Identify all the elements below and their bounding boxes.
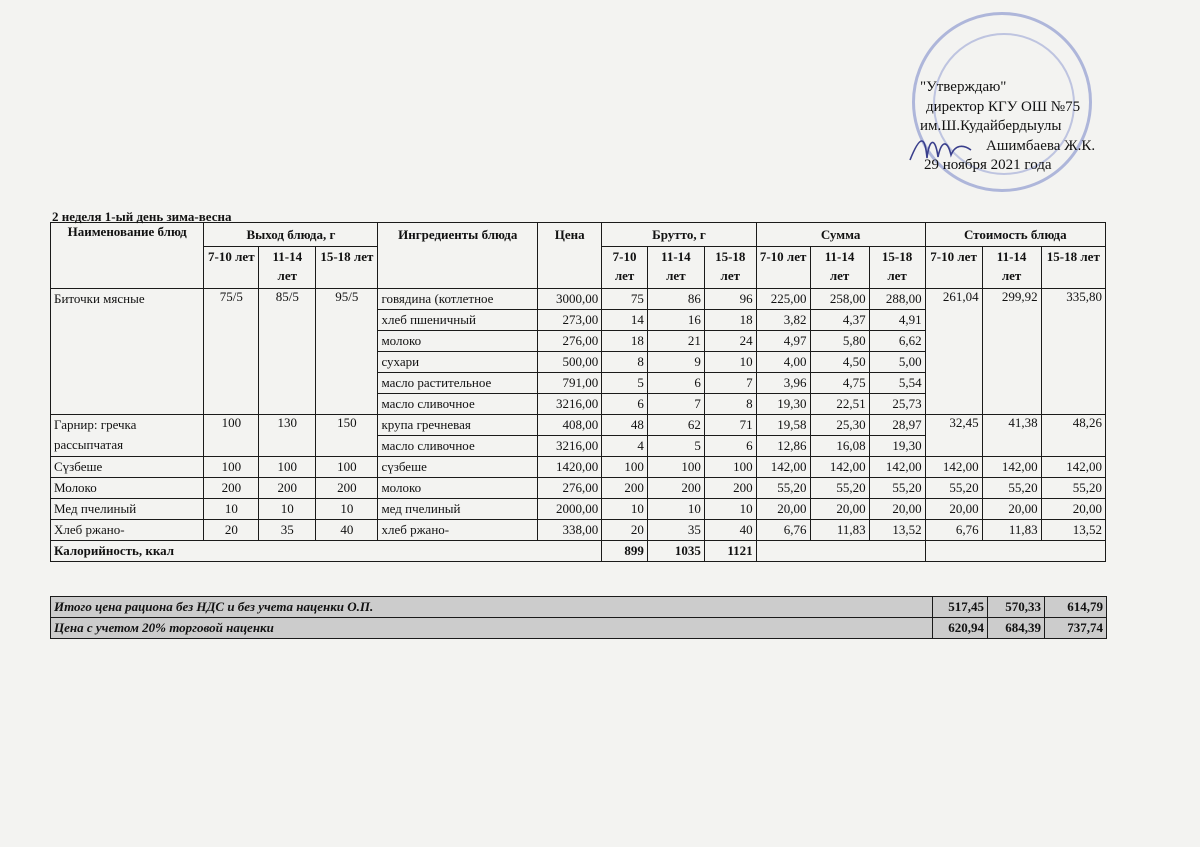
approval-school-name: им.Ш.Кудайбердыулы [920, 118, 1062, 134]
totals-value: 684,39 [988, 618, 1045, 639]
table-cell: 6,76 [756, 520, 810, 541]
table-cell: 6 [602, 394, 648, 415]
table-cell: 338,00 [538, 520, 602, 541]
calories-value: 1035 [647, 541, 704, 562]
table-cell: 40 [316, 520, 378, 541]
table-cell: 100 [204, 457, 259, 478]
table-cell: 40 [704, 520, 756, 541]
table-cell: 48,26 [1041, 415, 1105, 457]
table-cell: 55,20 [925, 478, 982, 499]
header-ingredients: Ингредиенты блюда [378, 223, 538, 289]
table-cell: Молоко [51, 478, 204, 499]
header-age-sum-0: 7-10 лет [756, 247, 810, 289]
table-cell: 35 [647, 520, 704, 541]
table-cell: 4,50 [810, 352, 869, 373]
table-row [51, 478, 1106, 499]
table-cell: 100 [259, 457, 316, 478]
table-cell: молоко [378, 478, 538, 499]
table-cell: 10 [259, 499, 316, 520]
table-cell: масло сливочное [378, 436, 538, 457]
table-cell: 13,52 [869, 520, 925, 541]
header-age-output-2: 15-18 лет [316, 247, 378, 289]
table-cell: 335,80 [1041, 289, 1105, 415]
table-cell: 19,30 [869, 436, 925, 457]
table-cell: 6 [647, 373, 704, 394]
table-cell: 142,00 [756, 457, 810, 478]
table-cell: 86 [647, 289, 704, 310]
table-cell: 142,00 [810, 457, 869, 478]
table-cell: 3,96 [756, 373, 810, 394]
totals-value: 620,94 [933, 618, 988, 639]
table-cell: 41,38 [982, 415, 1041, 457]
totals-value: 570,33 [988, 597, 1045, 618]
table-cell: 5 [602, 373, 648, 394]
header-age-brutto-0: 7-10 лет [602, 247, 648, 289]
table-cell: 85/5 [259, 289, 316, 415]
table-cell: 500,00 [538, 352, 602, 373]
totals-row [51, 618, 1107, 639]
table-cell: 288,00 [869, 289, 925, 310]
approval-title: "Утверждаю" [920, 79, 1007, 95]
table-cell: 3000,00 [538, 289, 602, 310]
table-cell: 9 [647, 352, 704, 373]
table-cell: 16,08 [810, 436, 869, 457]
table-cell: 5,00 [869, 352, 925, 373]
table-cell: 100 [647, 457, 704, 478]
table-cell: молоко [378, 331, 538, 352]
header-sum: Сумма [756, 223, 925, 247]
table-cell: 8 [704, 394, 756, 415]
table-row [51, 415, 1106, 436]
table-cell: 20,00 [925, 499, 982, 520]
table-row [51, 499, 1106, 520]
table-cell: 11,83 [982, 520, 1041, 541]
table-row [51, 457, 1106, 478]
table-cell: 10 [602, 499, 648, 520]
table-cell: 48 [602, 415, 648, 436]
calories-value: 899 [602, 541, 648, 562]
approval-position: директор КГУ ОШ №75 [926, 98, 1081, 115]
table-cell: масло растительное [378, 373, 538, 394]
header-age-cost-2: 15-18 лет [1041, 247, 1105, 289]
calories-value: 1121 [704, 541, 756, 562]
table-cell: 4,00 [756, 352, 810, 373]
totals-value: 737,74 [1045, 618, 1107, 639]
table-cell: 6 [704, 436, 756, 457]
table-cell: 55,20 [1041, 478, 1105, 499]
table-cell: 95/5 [316, 289, 378, 415]
table-cell: 4,37 [810, 310, 869, 331]
table-cell: 32,45 [925, 415, 982, 457]
table-cell: 130 [259, 415, 316, 457]
table-cell: Биточки мясные [51, 289, 204, 415]
calories-label: Калорийность, ккал [51, 541, 602, 562]
table-cell: 35 [259, 520, 316, 541]
totals-label: Итого цена рациона без НДС и без учета наценки О.П. [51, 597, 933, 618]
table-cell: 18 [602, 331, 648, 352]
table-cell: 100 [204, 415, 259, 457]
totals-label: Цена с учетом 20% торговой наценки [51, 618, 933, 639]
menu-table [50, 222, 1106, 562]
table-cell: 71 [704, 415, 756, 436]
table-cell: 10 [204, 499, 259, 520]
table-cell: 200 [647, 478, 704, 499]
table-cell: 13,52 [1041, 520, 1105, 541]
table-cell: Хлеб ржано- [51, 520, 204, 541]
table-row [51, 520, 1106, 541]
table-cell: 20,00 [810, 499, 869, 520]
header-age-cost-1: 11-14 лет [982, 247, 1041, 289]
table-cell: 100 [602, 457, 648, 478]
table-cell: 7 [704, 373, 756, 394]
table-cell: 200 [259, 478, 316, 499]
header-age-brutto-1: 11-14 лет [647, 247, 704, 289]
table-cell: 20 [204, 520, 259, 541]
table-cell: 24 [704, 331, 756, 352]
table-cell: 16 [647, 310, 704, 331]
table-cell: 142,00 [1041, 457, 1105, 478]
table-cell: 276,00 [538, 478, 602, 499]
table-cell: мед пчелиный [378, 499, 538, 520]
table-cell: 7 [647, 394, 704, 415]
table-row [51, 289, 1106, 310]
table-cell: 3216,00 [538, 394, 602, 415]
table-cell: 55,20 [756, 478, 810, 499]
totals-value: 614,79 [1045, 597, 1107, 618]
table-cell: 19,58 [756, 415, 810, 436]
table-cell: 96 [704, 289, 756, 310]
table-cell: 276,00 [538, 331, 602, 352]
header-dish-name: Наименование блюд [51, 223, 204, 289]
table-cell: 2000,00 [538, 499, 602, 520]
table-cell: 791,00 [538, 373, 602, 394]
table-cell: 18 [704, 310, 756, 331]
table-cell: 200 [204, 478, 259, 499]
table-cell: 11,83 [810, 520, 869, 541]
approval-signer: Ашимбаева Ж.К. [986, 137, 1096, 154]
table-cell: 10 [704, 352, 756, 373]
table-cell: хлеб ржано- [378, 520, 538, 541]
table-cell: 5,54 [869, 373, 925, 394]
table-cell: 261,04 [925, 289, 982, 415]
approval-date: 29 ноября 2021 года [924, 157, 1052, 173]
table-cell: 5 [647, 436, 704, 457]
table-cell: 1420,00 [538, 457, 602, 478]
table-cell: 20 [602, 520, 648, 541]
table-cell: Мед пчелиный [51, 499, 204, 520]
table-cell: 100 [316, 457, 378, 478]
table-cell: 19,30 [756, 394, 810, 415]
header-age-cost-0: 7-10 лет [925, 247, 982, 289]
table-cell: 258,00 [810, 289, 869, 310]
table-cell: говядина (котлетное [378, 289, 538, 310]
table-cell: 6,76 [925, 520, 982, 541]
table-cell: 4,97 [756, 331, 810, 352]
table-cell: масло сливочное [378, 394, 538, 415]
header-output: Выход блюда, г [204, 223, 378, 247]
table-cell: 6,62 [869, 331, 925, 352]
table-cell: Гарнир: гречка рассыпчатая [51, 415, 204, 457]
header-age-output-0: 7-10 лет [204, 247, 259, 289]
table-cell: 20,00 [756, 499, 810, 520]
table-cell: 55,20 [869, 478, 925, 499]
table-cell: 10 [647, 499, 704, 520]
table-cell: 21 [647, 331, 704, 352]
table-cell: 55,20 [810, 478, 869, 499]
table-cell: 10 [704, 499, 756, 520]
table-cell: 10 [316, 499, 378, 520]
table-cell: 100 [704, 457, 756, 478]
header-age-sum-1: 11-14 лет [810, 247, 869, 289]
header-age-output-1: 11-14 лет [259, 247, 316, 289]
totals-table [50, 596, 1107, 639]
table-cell: 20,00 [1041, 499, 1105, 520]
table-cell: 200 [602, 478, 648, 499]
approval-block [920, 78, 1170, 176]
header-brutto: Брутто, г [602, 223, 756, 247]
table-cell: 4,75 [810, 373, 869, 394]
table-cell: 28,97 [869, 415, 925, 436]
table-cell: 14 [602, 310, 648, 331]
calories-row [51, 541, 1106, 562]
header-cost: Стоимость блюда [925, 223, 1105, 247]
table-cell: 20,00 [982, 499, 1041, 520]
table-cell: Сүзбеше [51, 457, 204, 478]
table-cell: 25,30 [810, 415, 869, 436]
table-cell: 5,80 [810, 331, 869, 352]
totals-value: 517,45 [933, 597, 988, 618]
table-cell: 55,20 [982, 478, 1041, 499]
table-cell: крупа гречневая [378, 415, 538, 436]
table-cell: 3,82 [756, 310, 810, 331]
table-cell: 299,92 [982, 289, 1041, 415]
table-cell: 22,51 [810, 394, 869, 415]
table-cell: 142,00 [925, 457, 982, 478]
table-cell: 20,00 [869, 499, 925, 520]
totals-row [51, 597, 1107, 618]
table-cell: хлеб пшеничный [378, 310, 538, 331]
table-cell: сухари [378, 352, 538, 373]
table-cell: сүзбеше [378, 457, 538, 478]
table-cell: 273,00 [538, 310, 602, 331]
table-cell: 150 [316, 415, 378, 457]
header-age-sum-2: 15-18 лет [869, 247, 925, 289]
table-cell: 25,73 [869, 394, 925, 415]
table-cell: 12,86 [756, 436, 810, 457]
menu-caption: 2 неделя 1-ый день зима-весна [52, 209, 232, 224]
table-cell: 62 [647, 415, 704, 436]
table-cell: 8 [602, 352, 648, 373]
table-cell: 4 [602, 436, 648, 457]
table-cell: 3216,00 [538, 436, 602, 457]
table-cell: 75 [602, 289, 648, 310]
table-cell: 225,00 [756, 289, 810, 310]
table-cell: 75/5 [204, 289, 259, 415]
table-cell: 408,00 [538, 415, 602, 436]
header-age-brutto-2: 15-18 лет [704, 247, 756, 289]
table-cell: 142,00 [982, 457, 1041, 478]
header-price: Цена [538, 223, 602, 289]
table-cell: 200 [704, 478, 756, 499]
table-cell: 4,91 [869, 310, 925, 331]
table-cell: 142,00 [869, 457, 925, 478]
table-cell: 200 [316, 478, 378, 499]
